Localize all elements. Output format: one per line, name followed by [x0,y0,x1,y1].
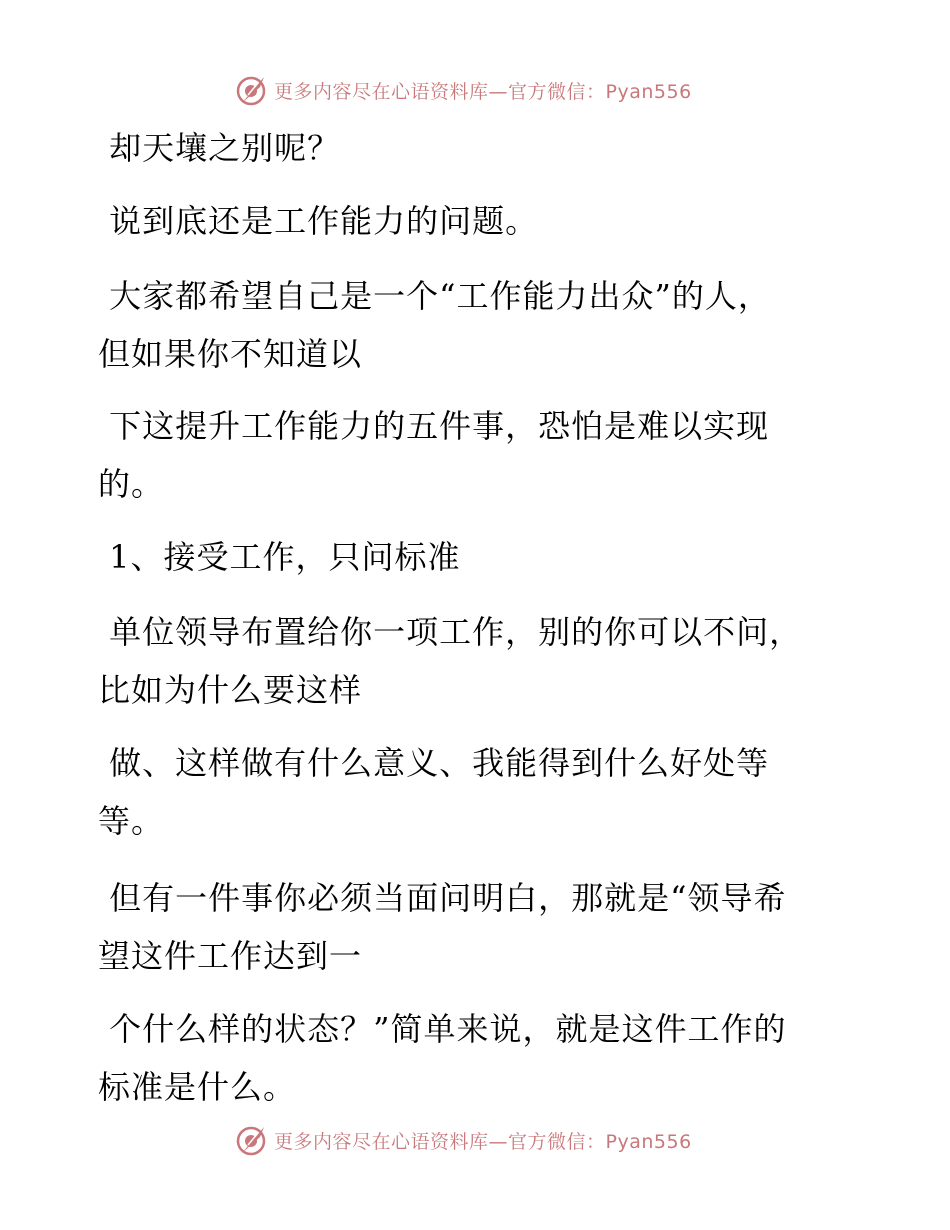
paragraph-line: 但有一件事你必须当面问明白，那就是“领导希 [98,879,787,917]
section-heading: 1、接受工作，只问标准 [98,538,461,576]
paragraph-line: 标准是什么。 [98,1068,297,1106]
paragraph-line: 却天壤之别呢？ [98,129,341,167]
paragraph-line: 单位领导布置给你一项工作，别的你可以不问， [98,613,803,651]
quill-pen-logo-icon [234,1123,268,1157]
paragraph-line: 说到底还是工作能力的问题。 [98,202,539,240]
paragraph-line: 下这提升工作能力的五件事，恐怕是难以实现 [98,407,770,445]
paragraph-line: 的。 [98,465,165,503]
header-watermark [234,72,692,108]
paragraph-line: 但如果你不知道以 [98,335,363,373]
paragraph-line: 望这件工作达到一 [98,937,363,975]
quill-pen-logo-icon [234,73,268,107]
paragraph-line: 比如为什么要这样 [98,671,363,709]
footer-watermark [234,1122,692,1158]
paragraph-line: 做、这样做有什么意义、我能得到什么好处等 [98,744,770,782]
watermark-text: 更多内容尽在心语资料库—官方微信：Pyan556 [274,1130,692,1153]
paragraph-line: 等。 [98,802,165,840]
paragraph-line: 大家都希望自己是一个“工作能力出众”的人， [98,277,771,315]
paragraph-line: 个什么样的状态？”简单来说，就是这件工作的 [98,1010,787,1048]
watermark-text: 更多内容尽在心语资料库—官方微信：Pyan556 [274,80,692,103]
